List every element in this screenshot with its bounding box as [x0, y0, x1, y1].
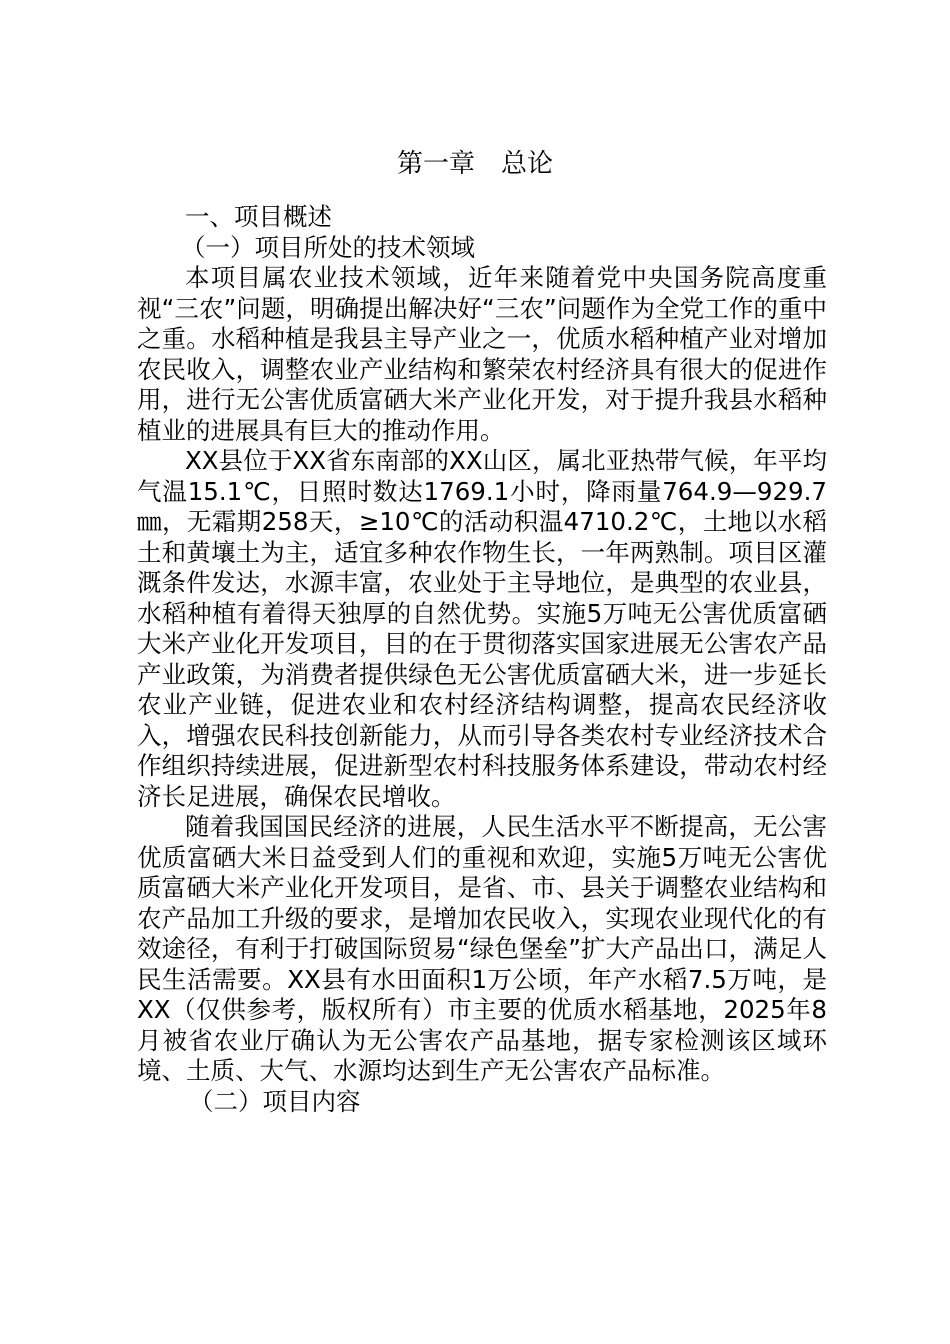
body-text: [137, 202, 827, 1117]
chapter-title: 第一章 总论: [396, 149, 553, 179]
section-heading-overview: 一、项目概述: [185, 202, 332, 231]
subsection-heading-technical-field: （一）项目所处的技术领域: [181, 232, 475, 262]
subsection-heading-project-content: （二）项目内容: [189, 1086, 361, 1116]
paragraph-project-significance: 随着我国国民经济的进展，人民生活水平不断提高，无公害优质富硒大米日益受到人们的重视和欢迎，实施5万吨无公害优质富硒大米产业化开发项目，是省、市、县关于调整农业结构和农产品加工升级的要求，是增加农民收入，实现农业现代化的有效途径，有利于打破国际贸易“绿色堡垒”扩大产品出口，满足人民生活需要。XX县有水田面积1万公顷，年产水稻7.5万吨，是XX（仅供参考，版权所有）市主要的优质水稻基地，2025年8月被省农业厅确认为无公害农产品基地，据专家检测该区域环境、土质、大气、水源均达到生产无公害农产品标准。: [137, 812, 827, 1085]
paragraph-county-conditions: XX县位于XX省东南部的XX山区，属北亚热带气候，年平均气温15.1℃，日照时数达1769.1小时，降雨量764.9—929.7㎜，无霜期258天，≥10℃的活动积温4710.2℃，土地以水稻土和黄壤土为主，适宜多种农作物生长，一年两熟制。项目区灌溉条件发达，水源丰富，农业处于主导地位，是典型的农业县，水稻种植有着得天独厚的自然优势。实施5万吨无公害优质富硒大米产业化开发项目，目的在于贯彻落实国家进展无公害农产品产业政策，为消费者提供绿色无公害优质富硒大米，进一步延长农业产业链，促进农业和农村经济结构调整，提高农民经济收入，增强农民科技创新能力，从而引导各类农村专业经济技术合作组织持续进展，促进新型农村科技服务体系建设，带动农村经济长足进展，确保农民增收。: [137, 446, 827, 811]
paragraph-technical-field: 本项目属农业技术领域，近年来随着党中央国务院高度重视“三农”问题，明确提出解决好“三农”问题作为全党工作的重中之重。水稻种植是我县主导产业之一，优质水稻种植产业对增加农民收入，调整农业产业结构和繁荣农村经济具有很大的促进作用，进行无公害优质富硒大米产业化开发，对于提升我县水稻种植业的进展具有巨大的推动作用。: [137, 263, 827, 445]
